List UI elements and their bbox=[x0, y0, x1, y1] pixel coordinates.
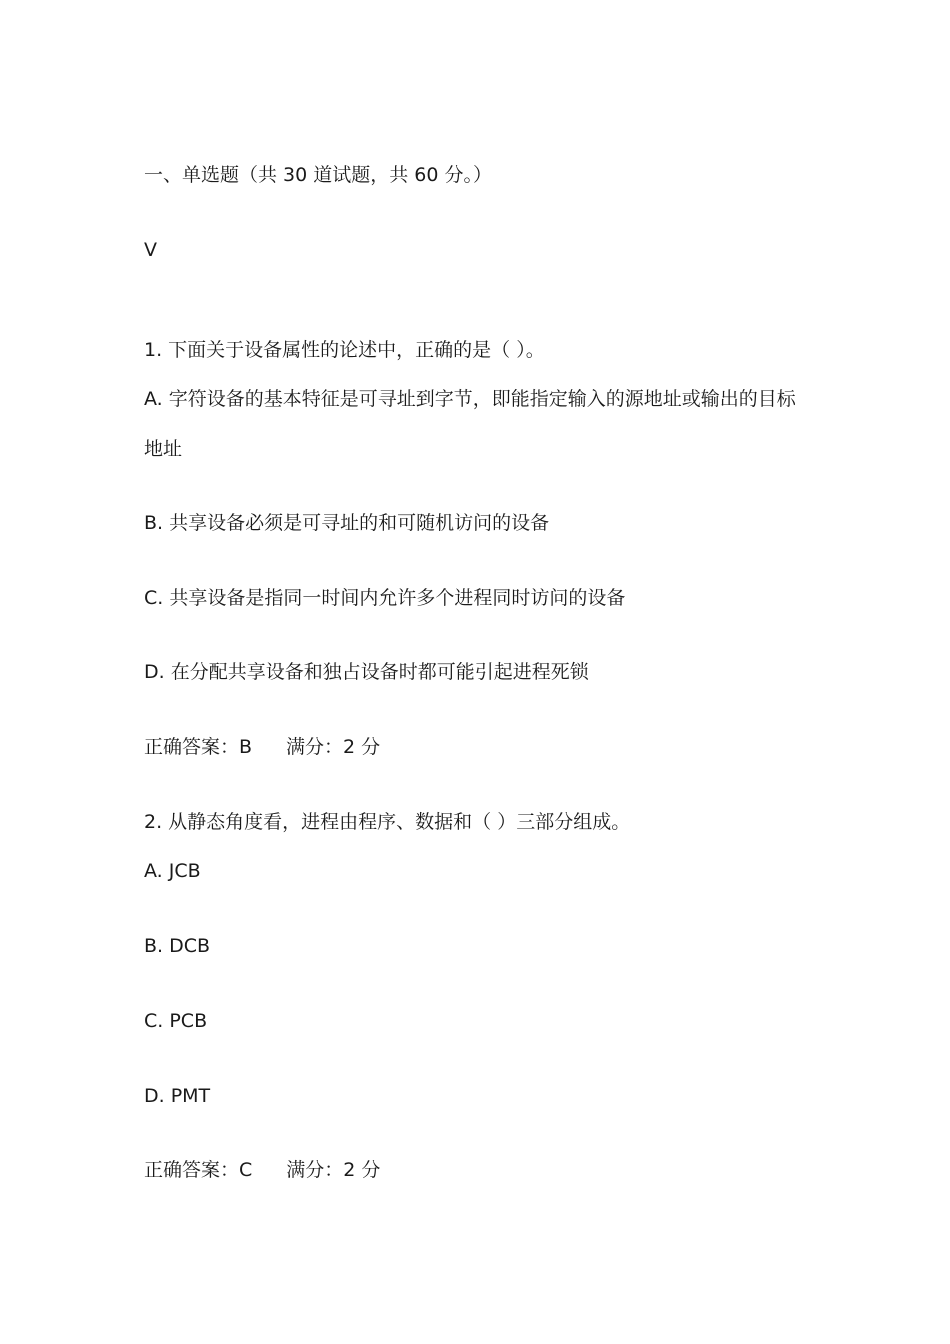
option-a: A. 字符设备的基本特征是可寻址到字节，即能指定输入的源地址或输出的目标 bbox=[144, 388, 796, 410]
option-b: B. 共享设备必须是可寻址的和可随机访问的设备 bbox=[144, 512, 550, 534]
option-a-continuation: 地址 bbox=[144, 438, 183, 460]
question-stem: 1. 下面关于设备属性的论述中，正确的是（ ）。 bbox=[144, 339, 545, 361]
full-score: 满分：2 分 bbox=[286, 736, 381, 758]
option-a: A. JCB bbox=[144, 860, 201, 882]
answer-row bbox=[144, 1157, 380, 1183]
marker-text: V bbox=[144, 239, 157, 261]
section-heading: 一、单选题（共 30 道试题，共 60 分。） bbox=[144, 164, 493, 186]
option-d: D. PMT bbox=[144, 1085, 211, 1107]
option-b: B. DCB bbox=[144, 935, 211, 957]
option-d: D. 在分配共享设备和独占设备时都可能引起进程死锁 bbox=[144, 661, 589, 683]
option-c: C. 共享设备是指同一时间内允许多个进程同时访问的设备 bbox=[144, 587, 626, 609]
correct-answer: 正确答案：B bbox=[144, 736, 253, 758]
full-score: 满分：2 分 bbox=[286, 1159, 381, 1181]
question-stem: 2. 从静态角度看，进程由程序、数据和（ ）三部分组成。 bbox=[144, 811, 631, 833]
correct-answer: 正确答案：C bbox=[144, 1159, 253, 1181]
option-c: C. PCB bbox=[144, 1010, 208, 1032]
answer-row bbox=[144, 734, 380, 760]
